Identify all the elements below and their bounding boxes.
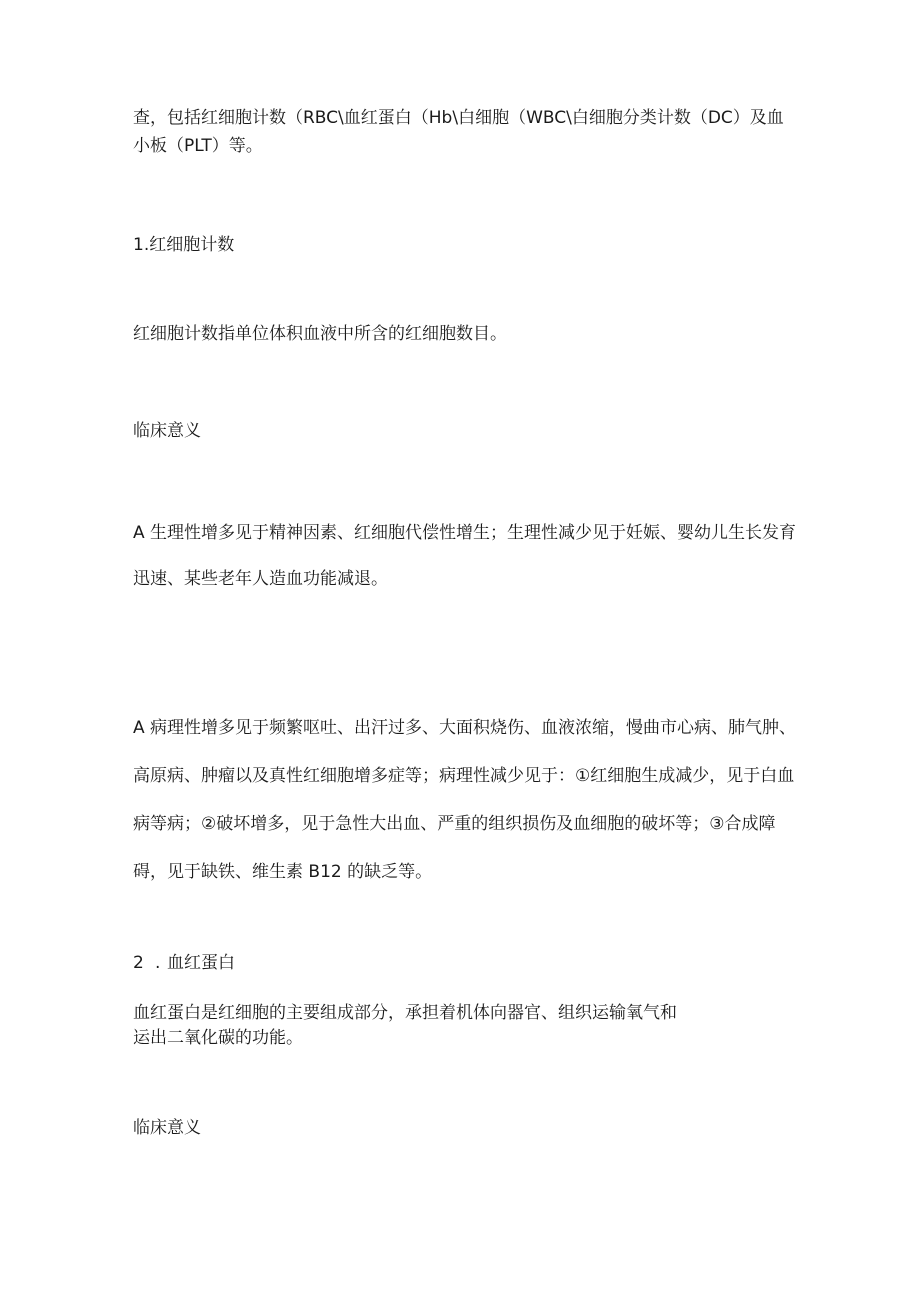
section-1-definition: 红细胞计数指单位体积血液中所含的红细胞数目。 [133,324,507,344]
section-2-heading-dot: . [155,953,161,973]
section-2-heading [133,950,798,976]
section-2-definition [133,1001,753,1051]
section-1-clinical-heading: 临床意义 [133,421,201,441]
section-1-heading: 1.红细胞计数 [133,235,235,255]
section-2-heading-number: 2 [133,953,144,973]
section-2-definition-line-1: 血红蛋白是红细胞的主要组成部分，承担着机体向器官、组织运输氧气和 [133,1003,677,1023]
section-2-clinical-heading: 临床意义 [133,1118,201,1138]
section-2-heading-text: 血红蛋白 [167,953,235,973]
intro-paragraph: 查，包括红细胞计数（RBC\血红蛋白（Hb\白细胞（WBC\白细胞分类计数（DC）及血小板（PLT）等。 [133,108,784,156]
section-2-definition-line-2: 运出二氧化碳的功能。 [133,1028,303,1048]
pathological-paragraph: A 病理性增多见于频繁呕吐、出汗过多、大面积烧伤、血液浓缩，慢曲市心病、肺气肿、高原病、肿瘤以及真性红细胞增多症等；病理性减少见于：①红细胞生成减少，见于白血病等病；②破坏增多，见于急性大出血、严重的组织损伤及血细胞的破坏等；③合成障碍，见于缺铁、维生素 B12 的缺乏等。 [133,718,797,882]
physiological-paragraph: A 生理性增多见于精神因素、红细胞代偿性增生；生理性减少见于妊娠、婴幼儿生长发育迅速、某些老年人造血功能减退。 [133,523,797,589]
